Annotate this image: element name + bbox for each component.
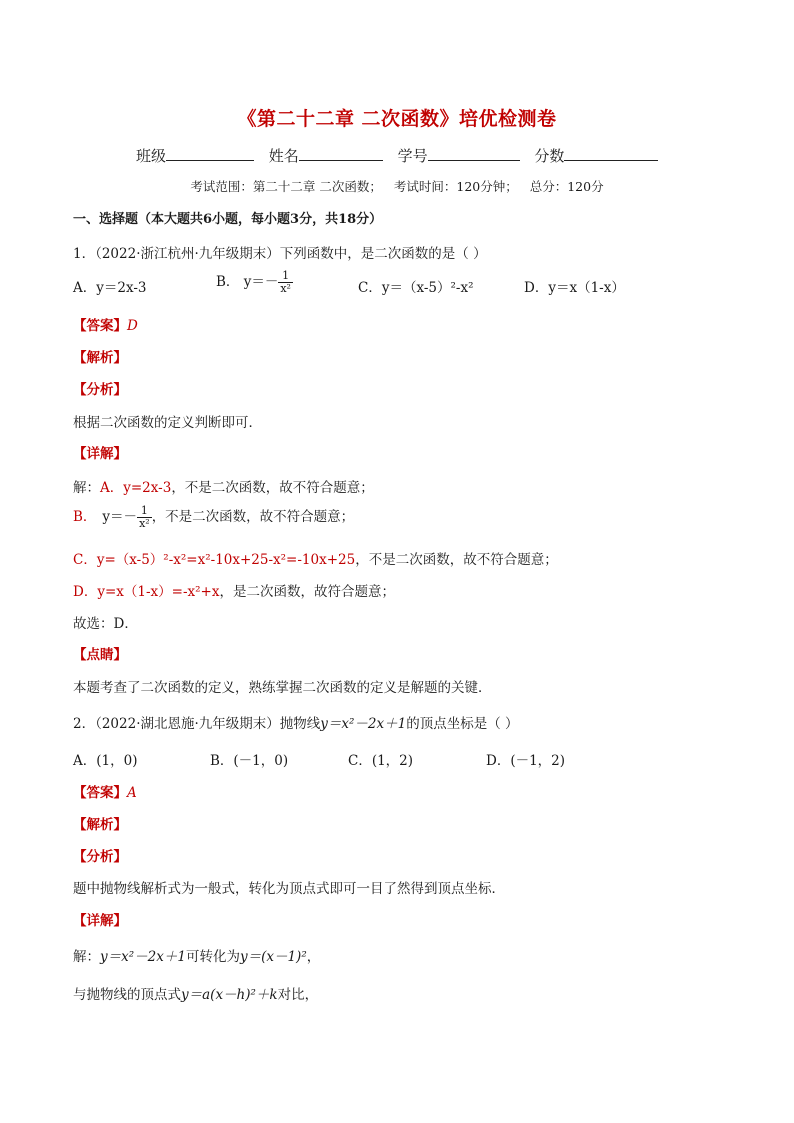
q1-detail-label: 【详解】 — [73, 446, 127, 462]
q1-solution-d — [73, 580, 395, 600]
q1-fenxi-text: 根据二次函数的定义判断即可． — [73, 415, 262, 431]
solution-b-label: B． — [73, 509, 97, 525]
fraction-numerator: 1 — [137, 505, 152, 518]
q2-stem-suffix: 的顶点坐标是（ ） — [406, 716, 519, 732]
solution-a-expr: A．y=2x-3 — [100, 480, 172, 496]
q2-detail-label: 【详解】 — [73, 913, 127, 929]
q1-choose: 故选：D． — [73, 616, 138, 632]
name-blank — [299, 146, 383, 161]
q2-analysis-label: 【解析】 — [73, 817, 127, 833]
q2-option-a: A．(1，0) — [73, 753, 138, 769]
q2-answer — [73, 781, 137, 801]
solution-vertex-form: y＝a(x－h)²＋k — [181, 987, 278, 1003]
solution-b-expr: y＝－ — [102, 509, 138, 525]
number-blank — [428, 146, 520, 161]
solution-expr-vertex: y＝(x－1)² — [239, 949, 307, 965]
q1-stem: 1．（2022·浙江杭州·九年级期末）下列函数中，是二次函数的是（ ） — [73, 246, 487, 262]
q1-option-b — [216, 270, 293, 295]
exam-scope: 考试范围：第二十二章 二次函数； — [190, 179, 382, 194]
solution-c-rest: ，不是二次函数，故不符合题意； — [355, 552, 558, 568]
name-label: 姓名 — [268, 147, 299, 165]
fraction-denominator: x² — [139, 517, 150, 530]
q1-solution-c — [73, 548, 558, 568]
solution-prefix: 解： — [73, 480, 100, 496]
section-heading: 一、选择题（本大题共6小题，每小题3分，共18分） — [73, 212, 383, 227]
q1-option-b-prefix: B． y＝－ — [216, 274, 279, 290]
solution-prefix: 解： — [73, 949, 100, 965]
q1-comment-label: 【点睛】 — [73, 647, 127, 663]
answer-value: D — [127, 318, 138, 334]
fraction-numerator: 1 — [278, 270, 293, 283]
q2-stem-prefix: 2．（2022·湖北恩施·九年级期末）抛物线 — [73, 716, 321, 732]
solution-b-fraction — [137, 505, 152, 530]
number-label: 学号 — [397, 147, 428, 165]
q1-comment: 本题考查了二次函数的定义，熟练掌握二次函数的定义是解题的关键． — [73, 680, 492, 696]
solution-prefix: 与抛物线的顶点式 — [73, 987, 181, 1003]
q2-stem — [73, 712, 519, 732]
solution-d-expr: D．y=x（1-x）=-x²+x — [73, 584, 220, 600]
q1-option-a: A．y＝2x-3 — [73, 280, 147, 296]
solution-b-rest: ，不是二次函数，故不符合题意； — [151, 509, 355, 525]
solution-end: 对比， — [277, 987, 319, 1003]
q2-option-d: D．(－1，2) — [486, 753, 566, 769]
score-blank — [564, 146, 658, 161]
fraction-denominator: x² — [280, 282, 291, 295]
q1-solution-b — [73, 505, 354, 530]
class-blank — [166, 146, 254, 161]
class-label: 班级 — [136, 147, 167, 165]
solution-end: ， — [306, 949, 321, 965]
q1-solution-a — [73, 476, 374, 496]
q2-fenxi-text: 题中抛物线解析式为一般式，转化为顶点式即可一目了然得到顶点坐标． — [73, 881, 505, 897]
solution-a-rest: ，不是二次函数，故不符合题意； — [171, 480, 374, 496]
answer-value: A — [127, 785, 137, 801]
solution-mid: 可转化为 — [185, 949, 240, 965]
q2-solution-2 — [73, 983, 318, 1003]
q1-analysis-label: 【解析】 — [73, 350, 127, 366]
q1-option-c: C．y＝（x-5）²-x² — [358, 280, 474, 296]
answer-label: 【答案】 — [73, 318, 127, 334]
q1-option-d: D．y＝x（1-x） — [524, 280, 625, 296]
page-title: 《第二十二章 二次函数》培优检测卷 — [237, 108, 557, 130]
q2-stem-expr: y＝x²－2x＋1 — [320, 716, 407, 732]
exam-total: 总分：120分 — [529, 179, 604, 194]
student-info-line — [136, 145, 658, 166]
q2-fenxi-label: 【分析】 — [73, 849, 127, 865]
q1-answer — [73, 314, 138, 334]
q2-solution-1 — [73, 945, 320, 965]
solution-d-rest: ，是二次函数，故符合题意； — [219, 584, 395, 600]
q1-option-b-fraction — [278, 270, 293, 295]
q1-fenxi-label: 【分析】 — [73, 382, 127, 398]
q2-option-b: B．(－1，0) — [210, 753, 289, 769]
q2-option-c: C．(1，2) — [348, 753, 414, 769]
score-label: 分数 — [534, 147, 565, 165]
answer-label: 【答案】 — [73, 785, 127, 801]
solution-expr-general: y＝x²－2x＋1 — [100, 949, 186, 965]
solution-c-expr: C．y=（x-5）²-x²=x²-10x+25-x²=-10x+25 — [73, 552, 356, 568]
exam-scope-line — [0, 177, 794, 195]
exam-time: 考试时间：120分钟； — [393, 179, 518, 194]
